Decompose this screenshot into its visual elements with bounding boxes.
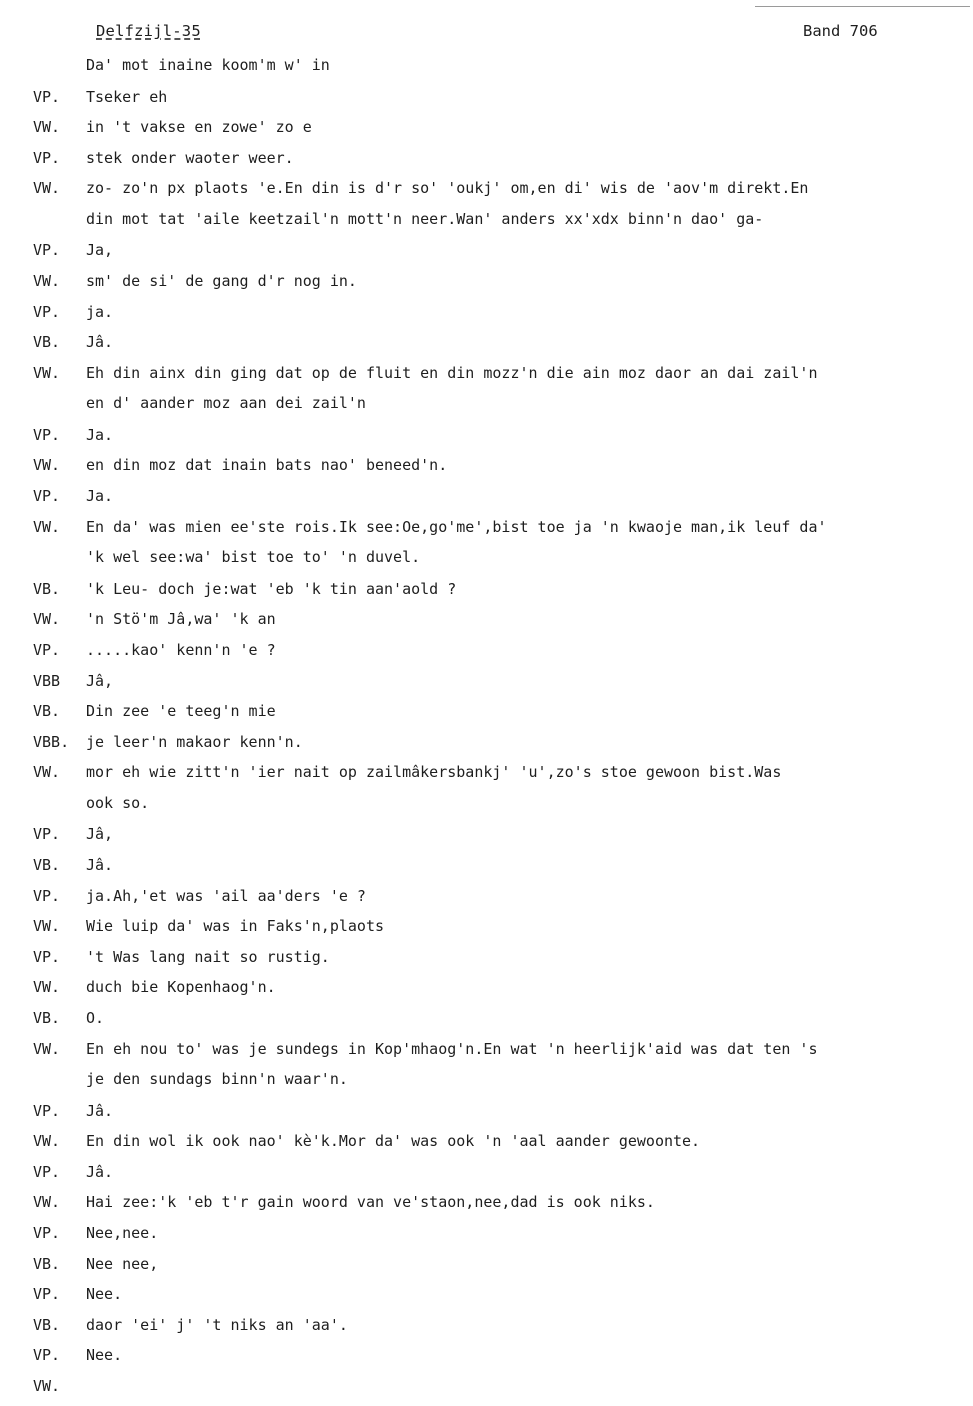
transcript-line — [0, 1191, 973, 1222]
speaker-code: VP. — [33, 87, 61, 106]
transcript-line — [0, 331, 973, 362]
utterance-text: 'k Leu- doch je:wat 'eb 'k tin aan'aold ? — [86, 579, 457, 598]
transcript-line — [0, 1100, 973, 1131]
speaker-code: VP. — [33, 425, 61, 444]
speaker-code: VP. — [33, 886, 61, 905]
speaker-code: VW. — [33, 1376, 61, 1395]
transcript-line — [0, 700, 973, 731]
transcript-line — [0, 546, 973, 578]
utterance-text: ja.Ah,'et was 'ail aa'ders 'e ? — [86, 886, 366, 905]
transcript-line — [0, 1222, 973, 1253]
utterance-text: Jâ. — [86, 1101, 114, 1120]
transcript-line — [0, 147, 973, 178]
transcript-line — [0, 86, 973, 117]
speaker-code: VB. — [33, 579, 61, 598]
utterance-text: Nee. — [86, 1346, 123, 1365]
transcript-line — [0, 731, 973, 762]
transcript-line — [0, 54, 973, 86]
utterance-text: Din zee 'e teeg'n mie — [86, 702, 276, 721]
utterance-text: 'k wel see:wa' bist toe to' 'n duvel. — [86, 548, 421, 567]
speaker-code: VB. — [33, 1254, 61, 1273]
utterance-text: Nee nee, — [86, 1254, 159, 1273]
transcript-line — [0, 608, 973, 639]
speaker-code: VP. — [33, 1162, 61, 1181]
transcript-line — [0, 208, 973, 240]
utterance-text: Ja, — [86, 241, 114, 260]
speaker-code: VB. — [33, 1008, 61, 1027]
tape-number: Band 706 — [803, 22, 878, 40]
transcript-lines — [0, 54, 973, 1406]
transcript-line — [0, 1068, 973, 1100]
transcript-line — [0, 1130, 973, 1161]
speaker-code: VP. — [33, 241, 61, 260]
speaker-code: VP. — [33, 1101, 61, 1120]
utterance-text: 'n Stö'm Jâ,wa' 'k an — [86, 610, 276, 629]
utterance-text: En eh nou to' was je sundegs in Kop'mhaog'n.En wat 'n heerlijk'aid was dat ten 's — [86, 1039, 818, 1058]
utterance-text: Jâ. — [86, 1162, 114, 1181]
transcript-line — [0, 823, 973, 854]
transcript-line — [0, 1283, 973, 1314]
speaker-code: VP. — [33, 825, 61, 844]
utterance-text: sm' de si' de gang d'r nog in. — [86, 271, 357, 290]
transcript-line — [0, 1253, 973, 1284]
speaker-code: VP. — [33, 487, 61, 506]
utterance-text: Tseker eh — [86, 87, 168, 106]
utterance-text: O. — [86, 1008, 105, 1027]
utterance-text: ook so. — [86, 793, 150, 812]
utterance-text: duch bie Kopenhaog'n. — [86, 978, 276, 997]
speaker-code: VW. — [33, 610, 61, 629]
utterance-text: daor 'ei' j' 't niks an 'aa'. — [86, 1315, 348, 1334]
transcript-line — [0, 454, 973, 485]
speaker-code: VW. — [33, 1193, 61, 1212]
utterance-text: zo- zo'n px plaots 'e.En din is d'r so' 'oukj' om,en di' wis de 'aov'm direkt.En — [86, 179, 809, 198]
transcript-line — [0, 177, 973, 208]
transcript-line — [0, 639, 973, 670]
utterance-text: je den sundags binn'n waar'n. — [86, 1070, 348, 1089]
transcript-line — [0, 854, 973, 885]
speaker-code: VP. — [33, 148, 61, 167]
utterance-text: Nee,nee. — [86, 1224, 159, 1242]
utterance-text: .....kao' kenn'n 'e ? — [86, 640, 276, 659]
speaker-code: VW. — [33, 763, 61, 782]
utterance-text: en din moz dat inain bats nao' beneed'n. — [86, 456, 448, 475]
transcript-line — [0, 392, 973, 424]
speaker-code: VBB. — [33, 732, 70, 751]
speaker-code: VB. — [33, 702, 61, 721]
speaker-code: VW. — [33, 118, 61, 137]
transcript-line — [0, 976, 973, 1007]
utterance-text: Ja. — [86, 425, 114, 444]
transcript-line — [0, 1161, 973, 1192]
utterance-text: en d' aander moz aan dei zail'n — [86, 394, 366, 413]
utterance-text: Da' mot inaine koom'm w' in — [86, 56, 330, 74]
utterance-text: 't Was lang nait so rustig. — [86, 947, 330, 966]
transcript-line — [0, 915, 973, 946]
transcript-line — [0, 578, 973, 609]
transcript-line — [0, 792, 973, 824]
utterance-text: stek onder waoter weer. — [86, 148, 294, 167]
speaker-code: VP. — [33, 947, 61, 966]
transcript-line — [0, 670, 973, 701]
speaker-code: VB. — [33, 855, 61, 874]
speaker-code: VP. — [33, 1224, 61, 1242]
speaker-code: VP. — [33, 302, 61, 321]
transcript-line — [0, 761, 973, 792]
utterance-text: Hai zee:'k 'eb t'r gain woord van ve'staon,nee,dad is ook niks. — [86, 1193, 655, 1212]
speaker-code: VB. — [33, 333, 61, 352]
speaker-code: VP. — [33, 1285, 61, 1304]
transcript-line — [0, 516, 973, 547]
utterance-text: Eh din ainx din ging dat op de fluit en din mozz'n die ain moz daor an dai zail'n — [86, 363, 818, 382]
speaker-code: VW. — [33, 1039, 61, 1058]
utterance-text: din mot tat 'aile keetzail'n mott'n neer.Wan' anders xx'xdx binn'n dao' ga- — [86, 209, 764, 228]
transcript-line — [0, 946, 973, 977]
transcript-line — [0, 1038, 973, 1069]
transcript-line — [0, 116, 973, 147]
transcript-line — [0, 1314, 973, 1345]
transcript-line — [0, 270, 973, 301]
transcript-line — [0, 1007, 973, 1038]
speaker-code: VP. — [33, 640, 61, 659]
utterance-text: je leer'n makaor kenn'n. — [86, 732, 303, 751]
utterance-text: ja. — [86, 302, 114, 321]
transcript-line — [0, 1344, 973, 1375]
transcript-line — [0, 1375, 973, 1406]
transcript-line — [0, 362, 973, 393]
utterance-text: Jâ. — [86, 855, 114, 874]
transcript-line — [0, 485, 973, 516]
transcript-line — [0, 301, 973, 332]
utterance-text: mor eh wie zitt'n 'ier nait op zailmâkersbankj' 'u',zo's stoe gewoon bist.Was — [86, 763, 782, 782]
utterance-text: in 't vakse en zowe' zo e — [86, 118, 312, 137]
utterance-text: Wie luip da' was in Faks'n,plaots — [86, 917, 385, 936]
document-reference: Delfzijl-35 — [96, 22, 201, 40]
speaker-code: VW. — [33, 978, 61, 997]
speaker-code: VW. — [33, 363, 61, 382]
transcript-line — [0, 424, 973, 455]
speaker-code: VP. — [33, 1346, 61, 1365]
utterance-text: Jâ. — [86, 333, 114, 352]
speaker-code: VW. — [33, 517, 61, 536]
transcript-line — [0, 885, 973, 916]
utterance-text: Nee. — [86, 1285, 123, 1304]
speaker-code: VW. — [33, 271, 61, 290]
utterance-text: Jâ, — [86, 671, 114, 690]
speaker-code: VB. — [33, 1315, 61, 1334]
transcript-line — [0, 239, 973, 270]
utterance-text: En da' was mien ee'ste rois.Ik see:Oe,go'me',bist toe ja 'n kwaoje man,ik leuf da' — [86, 517, 827, 536]
speaker-code: VW. — [33, 179, 61, 198]
utterance-text: En din wol ik ook nao' kè'k.Mor da' was ook 'n 'aal aander gewoonte. — [86, 1132, 701, 1151]
speaker-code: VW. — [33, 456, 61, 475]
utterance-text: Jâ, — [86, 825, 114, 844]
utterance-text: Ja. — [86, 487, 114, 506]
speaker-code: VBB — [33, 671, 61, 690]
speaker-code: VW. — [33, 917, 61, 936]
top-edge-rule — [755, 6, 970, 7]
speaker-code: VW. — [33, 1132, 61, 1151]
